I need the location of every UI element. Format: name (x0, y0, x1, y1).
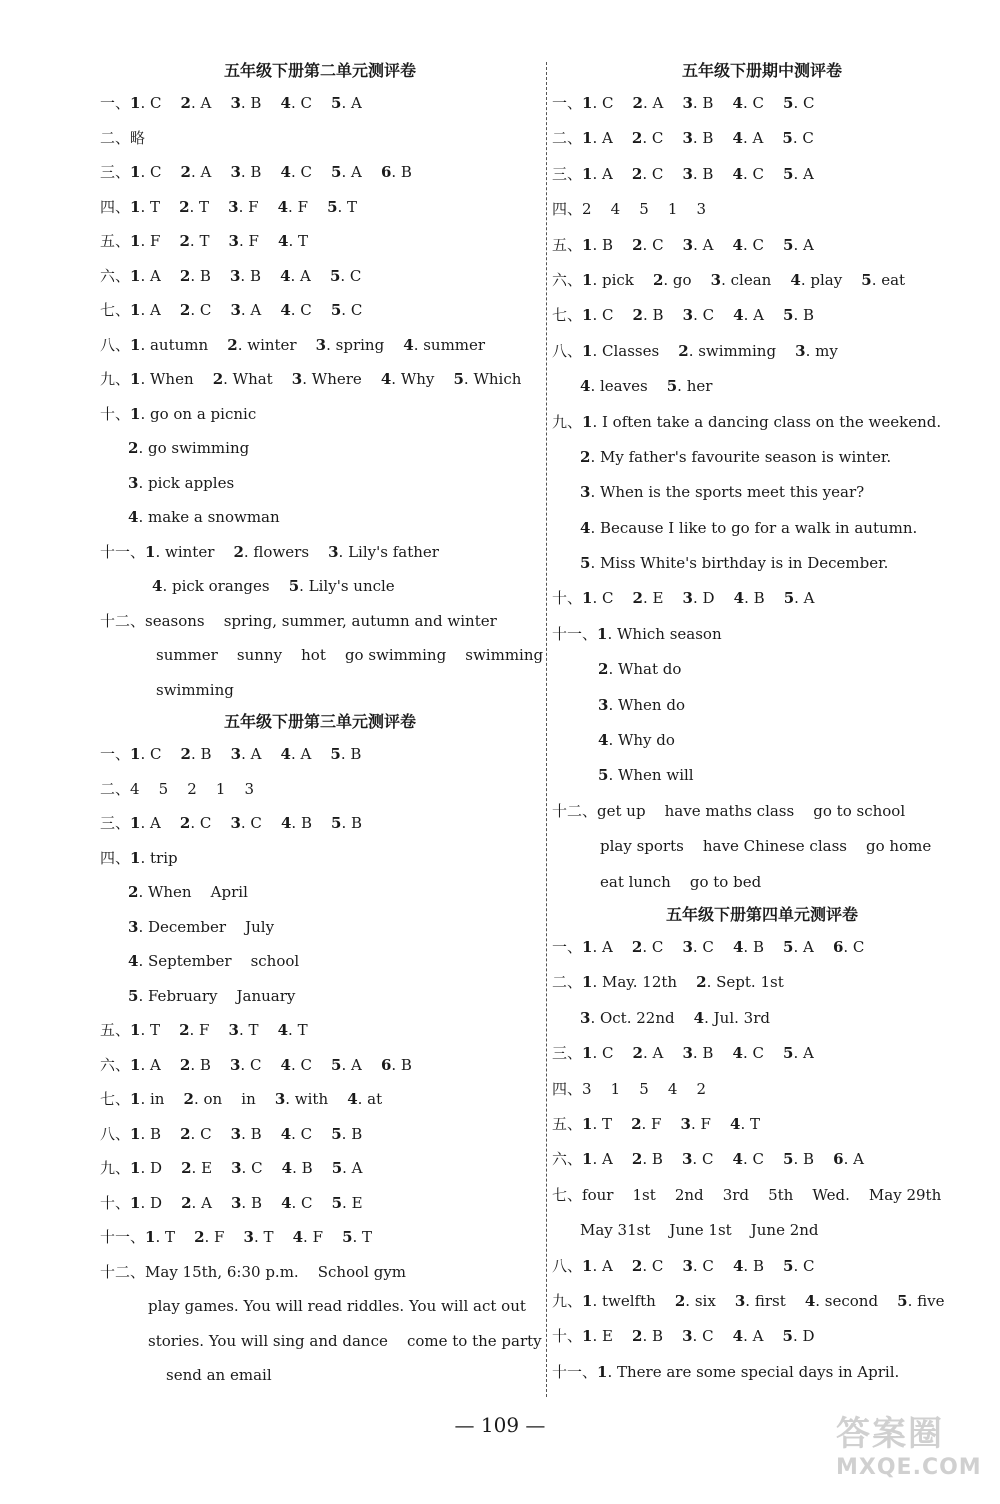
answer-text: 4. pick oranges 5. Lily's uncle (152, 577, 395, 595)
question-number: 二、 (552, 129, 583, 148)
answer-line (100, 190, 540, 225)
answer-line (100, 1186, 540, 1221)
answer-line (100, 1289, 540, 1324)
question-number: 一、 (100, 745, 131, 763)
answer-text: 1. B 2. C 3. B 4. C 5. B (130, 1124, 363, 1143)
answer-line (552, 1213, 972, 1248)
answer-line (552, 758, 972, 793)
answer-text: 1. A 2. C 3. B 4. A 5. C (582, 129, 814, 148)
answer-line (552, 440, 972, 475)
question-number: 三、 (100, 814, 131, 832)
answer-text: May 31st June 1st June 2nd (580, 1221, 819, 1240)
answer-line (100, 569, 540, 604)
question-number: 五、 (100, 1021, 131, 1039)
answer-text: 1. When 2. What 3. Where 4. Why 5. Which (130, 370, 522, 388)
answer-text: 1. winter 2. flowers 3. Lily's father (145, 542, 439, 561)
section-title: 五年级下册第二单元测评卷 (223, 61, 416, 80)
answer-text: 4. make a snowman (128, 508, 280, 526)
answer-line (100, 259, 540, 294)
answer-text: 略 (130, 128, 146, 147)
answer-line (552, 1072, 972, 1107)
answer-text: 2. When April (128, 883, 248, 901)
answer-line (100, 431, 540, 466)
question-number: 十一、 (552, 624, 598, 643)
question-number: 十一、 (552, 1362, 598, 1381)
answer-text: 2. go swimming (128, 439, 250, 457)
question-number: 三、 (100, 163, 131, 181)
question-number: 四、 (552, 200, 583, 219)
section-title: 五年级下册期中测评卷 (681, 61, 842, 80)
answer-text: 3. When is the sports meet this year? (580, 483, 865, 502)
answer-text: 2 4 5 1 3 (582, 200, 707, 219)
watermark-logo (836, 1406, 986, 1496)
question-number: 一、 (100, 94, 131, 112)
question-number: 二、 (100, 779, 131, 798)
answer-line (100, 328, 540, 363)
answer-text: May 15th, 6:30 p.m. School gym (145, 1262, 407, 1281)
answer-text: four 1st 2nd 3rd 5th Wed. May 29th (582, 1185, 942, 1204)
answer-text: 1. twelfth 2. six 3. first 4. second 5. five (582, 1291, 945, 1310)
question-number: 九、 (552, 412, 583, 431)
question-number: 九、 (100, 370, 131, 388)
answer-text: 1. A 2. B 3. B 4. A 5. C (130, 266, 362, 285)
answer-text: 4. leaves 5. her (580, 377, 713, 396)
answer-line (552, 405, 972, 440)
answer-text: summer sunny hot go swimming swimming (156, 646, 544, 664)
answer-text: 1. pick 2. go 3. clean 4. play 5. eat (582, 270, 906, 289)
answer-line (100, 638, 544, 673)
answer-text: stories. You will sing and dance come to the party (148, 1331, 542, 1350)
answer-line (100, 293, 540, 328)
answer-line (100, 1324, 540, 1359)
question-number: 五、 (100, 232, 131, 250)
answer-text: 1. F 2. T 3. F 4. T (130, 232, 308, 250)
question-number: 八、 (100, 1124, 131, 1143)
question-number: 六、 (100, 1055, 131, 1074)
question-number: 七、 (552, 306, 583, 325)
answer-line (100, 1151, 540, 1186)
answer-text: 5. When will (598, 766, 694, 785)
answer-line (100, 1082, 540, 1117)
question-number: 二、 (552, 973, 583, 992)
answer-text: 1. C 2. B 3. A 4. A 5. B (130, 745, 362, 763)
answer-text: 1. A 2. C 3. C 4. B 5. B (130, 814, 363, 832)
answer-text: 1. There are some special days in April. (597, 1362, 900, 1381)
question-number: 九、 (100, 1159, 131, 1177)
question-number: 十二、 (552, 801, 598, 820)
answer-line (100, 86, 540, 121)
question-number: 四、 (100, 848, 131, 867)
answer-text: swimming (156, 680, 234, 699)
answer-text: 1. A 2. C 3. A 4. C 5. C (130, 301, 363, 319)
question-number: 十二、 (100, 611, 146, 630)
question-number: 十一、 (100, 1228, 146, 1246)
section-title: 五年级下册第三单元测评卷 (223, 712, 416, 731)
question-number: 四、 (552, 1079, 583, 1098)
answer-line (100, 910, 540, 945)
answer-line (552, 930, 972, 965)
question-number: 十一、 (100, 542, 146, 561)
answer-text: get up have maths class go to school (597, 801, 906, 820)
answer-line (100, 1117, 540, 1152)
watermark-top-text: 答案圈 (836, 1414, 944, 1454)
answer-text: 3. pick apples (128, 473, 235, 492)
question-number: 三、 (552, 1044, 583, 1063)
answer-line (552, 475, 972, 510)
column-divider (546, 62, 547, 1397)
answer-line (100, 224, 540, 259)
answer-line (552, 298, 972, 333)
question-number: 八、 (552, 341, 583, 360)
question-number: 十、 (552, 589, 583, 608)
answer-text: 1. T 2. F 3. F 4. T (582, 1114, 760, 1133)
answer-text: 1. A 2. C 3. B 4. C 5. A (582, 164, 814, 183)
answer-text: 4 5 2 1 3 (130, 779, 255, 798)
answer-line (552, 688, 972, 723)
question-number: 四、 (100, 197, 131, 216)
section-title: 五年级下册第四单元测评卷 (665, 904, 858, 924)
answer-text: play games. You will read riddles. You will act out (148, 1297, 526, 1315)
answer-line (100, 362, 540, 397)
answer-text: 1. go on a picnic (130, 404, 257, 423)
answer-text: 1. A 2. B 3. C 4. C 5. B 6. A (582, 1150, 864, 1169)
answer-line (100, 875, 540, 910)
answer-text: 1. D 2. E 3. C 4. B 5. A (130, 1159, 363, 1177)
answer-line (100, 1013, 540, 1048)
answer-text: 1. Which season (597, 624, 722, 643)
answer-line (100, 1255, 540, 1290)
question-number: 十二、 (100, 1262, 146, 1281)
answer-line (552, 86, 972, 121)
question-number: 八、 (100, 335, 131, 354)
answer-line (552, 1249, 972, 1284)
left-column (100, 56, 544, 1393)
question-number: 十、 (100, 404, 131, 423)
answer-line (552, 865, 972, 900)
answer-text: 4. Why do (598, 731, 675, 750)
page-number: — 109 — (454, 1413, 546, 1437)
answer-text: 2. My father's favourite season is winter. (580, 447, 892, 466)
answer-text: 3. When do (598, 695, 685, 714)
answer-line (100, 397, 540, 432)
answer-text: play sports have Chinese class go home (600, 837, 932, 856)
answer-line (100, 1048, 540, 1083)
answer-text: 4. Because I like to go for a walk in autumn. (580, 518, 918, 537)
answer-line (552, 617, 972, 652)
question-number: 九、 (552, 1291, 583, 1310)
answer-text: 1. A 2. B 3. C 4. C 5. A 6. B (130, 1055, 412, 1074)
question-number: 七、 (100, 1090, 131, 1108)
answer-text: 1. T 2. F 3. T 4. F 5. T (145, 1228, 373, 1246)
answer-line (552, 369, 972, 404)
answer-line (552, 157, 972, 192)
answer-text: 2. What do (598, 660, 682, 679)
answer-line (552, 546, 972, 581)
answer-line (100, 673, 540, 708)
answer-text: 3. Oct. 22nd 4. Jul. 3rd (580, 1008, 770, 1027)
answer-line (100, 944, 540, 979)
answer-line (552, 511, 972, 546)
question-number: 十、 (552, 1327, 583, 1346)
answer-line (552, 652, 972, 687)
answer-line (100, 806, 540, 841)
answer-text: 1. in 2. on in 3. with 4. at (130, 1090, 383, 1108)
answer-line (552, 1178, 972, 1213)
question-number: 七、 (552, 1185, 583, 1204)
answer-text: 1. Classes 2. swimming 3. my (582, 341, 838, 360)
answer-line (100, 1220, 540, 1255)
answer-text: 1. D 2. A 3. B 4. C 5. E (130, 1193, 363, 1212)
answer-line (552, 723, 972, 758)
answer-line (552, 263, 972, 298)
question-number: 五、 (552, 235, 583, 254)
question-number: 六、 (552, 270, 583, 289)
question-number: 五、 (552, 1114, 583, 1133)
question-number: 七、 (100, 301, 131, 319)
answer-line (100, 155, 540, 190)
answer-line (552, 192, 972, 227)
answer-line (552, 1284, 972, 1319)
answer-text: 4. September school (128, 952, 300, 970)
answer-line (100, 772, 540, 807)
question-number: 十、 (100, 1193, 131, 1212)
answer-line (552, 1107, 972, 1142)
answer-line (552, 1319, 972, 1354)
answer-text: 5. Miss White's birthday is in December. (580, 554, 889, 573)
answer-line (100, 1358, 540, 1393)
answer-line (552, 829, 972, 864)
answer-line (100, 979, 540, 1014)
question-number: 六、 (552, 1150, 583, 1169)
answer-text: 3 1 5 4 2 (582, 1079, 707, 1098)
answer-text: 1. C 2. A 3. B 4. C 5. C (582, 94, 815, 112)
answer-text: 1. C 2. A 3. B 4. C 5. A (582, 1044, 814, 1063)
answer-text: 1. T 2. T 3. F 4. F 5. T (130, 197, 358, 216)
answer-text: seasons spring, summer, autumn and winter (145, 611, 497, 630)
answer-line (552, 965, 972, 1000)
answer-text: 1. B 2. C 3. A 4. C 5. A (582, 235, 814, 254)
question-number: 二、 (100, 128, 131, 147)
answer-text: 1. A 2. C 3. C 4. B 5. C (582, 1256, 815, 1275)
right-column (552, 56, 972, 1390)
answer-line (100, 737, 540, 772)
answer-text: send an email (166, 1366, 272, 1384)
answer-text: 3. December July (128, 917, 275, 936)
answer-line (100, 604, 540, 639)
answer-line (552, 334, 972, 369)
answer-line (100, 121, 540, 156)
answer-text: 1. May. 12th 2. Sept. 1st (582, 973, 784, 992)
answer-text: 5. February January (128, 986, 296, 1005)
answer-text: 1. C 2. A 3. B 4. C 5. A 6. B (130, 163, 412, 181)
answer-text: 1. autumn 2. winter 3. spring 4. summer (130, 335, 486, 354)
answer-line (552, 1142, 972, 1177)
answer-text: 1. E 2. B 3. C 4. A 5. D (582, 1327, 815, 1346)
question-number: 一、 (552, 94, 583, 112)
answer-line (552, 794, 972, 829)
answer-text: 1. C 2. B 3. C 4. A 5. B (582, 306, 815, 325)
answer-line (552, 1036, 972, 1071)
answer-line (552, 121, 972, 156)
answer-text: 1. C 2. A 3. B 4. C 5. A (130, 94, 362, 112)
answer-text: 1. C 2. E 3. D 4. B 5. A (582, 589, 815, 608)
question-number: 三、 (552, 164, 583, 183)
answer-text: 1. trip (130, 848, 178, 867)
watermark-bottom-text: MXQE.COM (836, 1455, 982, 1480)
answer-text: 1. I often take a dancing class on the weekend. (582, 412, 942, 431)
answer-line (552, 228, 972, 263)
question-number: 八、 (552, 1256, 583, 1275)
answer-line (100, 500, 540, 535)
answer-line (552, 1355, 972, 1390)
answer-line (552, 581, 972, 616)
answer-text: 1. A 2. C 3. C 4. B 5. A 6. C (582, 937, 865, 956)
answer-line (100, 841, 540, 876)
answer-line (100, 466, 540, 501)
answer-text: eat lunch go to bed (600, 872, 762, 891)
question-number: 一、 (552, 937, 583, 956)
answer-line (100, 535, 540, 570)
answer-line (552, 1001, 972, 1036)
answer-text: 1. T 2. F 3. T 4. T (130, 1021, 308, 1039)
question-number: 六、 (100, 266, 131, 285)
